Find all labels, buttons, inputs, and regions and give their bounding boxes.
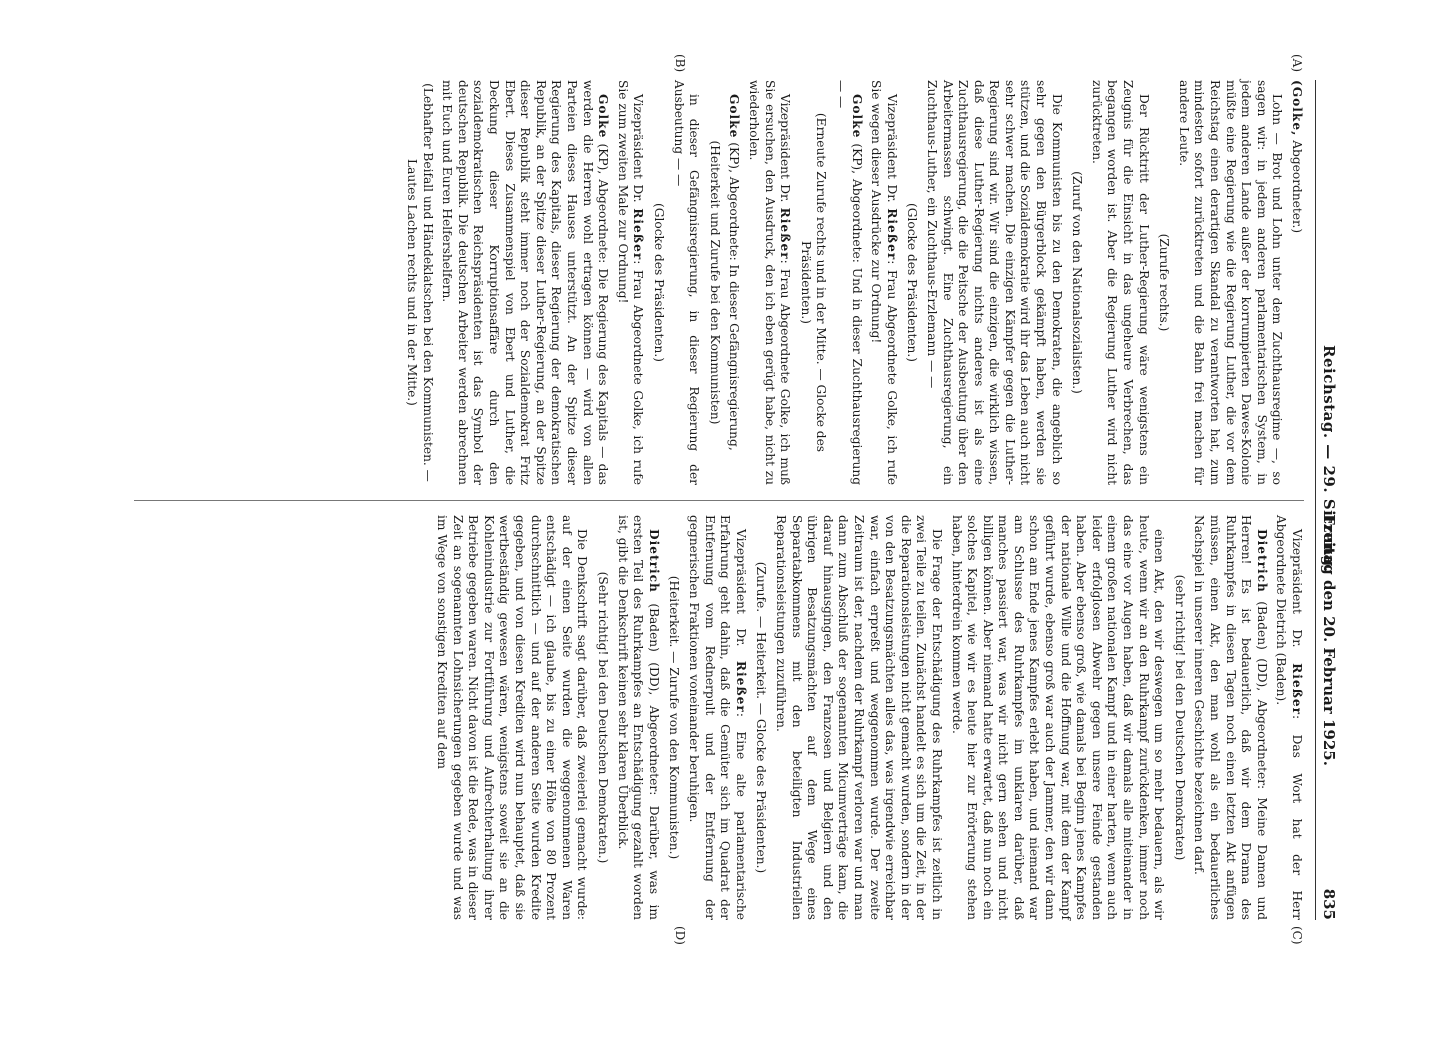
- paragraph: einen Akt, den wir deswegen um so mehr bedauern, als wir heute, wenn wir an den Ruhrkampf zurückdenken, immer noch das eine vor Augen haben, daß wir damals alle miteinander in einem großen nationalen Kampf und in einer harten, wenn auch leider erfolglosen Abwehr gegen unsere Feinde gestanden haben. Aber ebenso groß, wie damals bei Beginn jenes Kampfes der nationale Wille und die Hoffnung war, mit dem der Kampf geführt wurde, ebenso groß war auch der Jammer, den wir dann schon am Ende jenes Kampfes erlebt haben, und niemand war am Schlusse des Ruhrkampfes im unklaren darüber, daß manches passiert war, was wir nicht gern sehen und nicht billigen können. Aber niemand hatte erwartet, daß nun noch ein solches Kapitel, wie wir es heute hier zur Erörterung stehen haben, hinterdrein kommen werde.: [949, 515, 1167, 920]
- stage-direction: (Lebhafter Beifall und Händeklatschen bei den Kommunisten. — Lautes Lachen rechts und in der Mitte.): [405, 83, 435, 482]
- paragraph: Golke (KP), Abgeordnete: Die Regierung des Kapitals — das werden die Herren wohl ertragen können — wird von allen Parteien dieses Hauses unterstützt. An der Spitze dieser Regierung des Kapitals, dieser Regierung der demokratischen Republik, an der Spitze dieser Luther-Regierung, an der Spitze dieser Republik steht immer noch der Sozialdemokrat Fritz Ebert. Dieses Zusammenspiel von Ebert und Luther, die Deckung dieser Korruptionsaffäre durch den sozialdemokratischen Reichspräsidenten ist das Symbol der deutschen Republik. Die deutschen Arbeiter werden abrechnen mit Euch und Euren Helfershelfern.: [440, 80, 611, 485]
- header-date: Freitag den 20. Februar 1925.: [1320, 514, 1338, 766]
- paragraph: Golke (KP), Abgeordnete: Und in dieser Zuchthausregierung — —: [833, 80, 864, 485]
- stage-direction: (Glocke des Präsidenten.): [905, 202, 920, 363]
- margin-marker-d: (D): [673, 926, 687, 945]
- page-header: [1314, 80, 1342, 920]
- paragraph: Golke (KP), Abgeordnete: In dieser Gefängnisregierung,: [727, 94, 742, 451]
- right-column: [430, 515, 1304, 920]
- speaker-name: Rießer: [778, 207, 793, 260]
- left-column: [399, 80, 1304, 485]
- paragraph: Dietrich (Baden) (DD), Abgeordneter: Darüber, was im ersten Teil des Ruhrkampfes an Entschädigung gezahlt worden ist, gibt die Denkschrift keinen sehr klaren Überblick.: [615, 515, 661, 920]
- stage-direction: (Zurufe. — Heiterkeit. — Glocke des Präsidenten.): [754, 561, 769, 874]
- paragraph: Vizepräsident Dr. Rießer: Frau Abgeordnete Golke, ich muß Sie ersuchen, den Ausdruck, den ich eben gerügt habe, nicht zu wiederholen.: [747, 80, 793, 485]
- speaker-name: (Golke,: [1290, 80, 1304, 137]
- header-left-title: Reichstag. — 29. Sitzung.: [1320, 345, 1338, 573]
- speaker-name: Dietrich: [1254, 529, 1269, 593]
- speaker-name: Golke: [849, 94, 864, 139]
- speaker-continuation: [1288, 80, 1304, 485]
- stage-direction: (Glocke des Präsidenten.): [652, 202, 667, 363]
- header-rule: [1315, 80, 1316, 920]
- paragraph: in dieser Gefängnisregierung, in dieser Regierung der Ausbeutung — —: [671, 80, 702, 485]
- stage-direction: (sehr richtig! bei den Deutschen Demokraten): [1172, 574, 1187, 861]
- paragraph: Vizepräsident Dr. Rießer: Frau Abgeordnete Golke, ich rufe Sie wegen dieser Ausdrücke zur Ordnung!: [869, 80, 899, 485]
- speaker-name: Rießer: [884, 208, 899, 261]
- speaker-name: Rießer: [1290, 663, 1304, 716]
- stage-direction: (Zurufe rechts.): [1157, 233, 1172, 332]
- paragraph: Dietrich (Baden) (DD), Abgeordneter: Meine Damen und Herren! Es ist bedauerlich, daß wir dem Drama des Ruhrkampfes in diesen Tagen noch einen letzten Akt anfügen müssen, einen Akt, den man wohl als ein bedauerliches Nachspiel in unserer inneren Geschichte bezeichnen darf.: [1192, 515, 1269, 920]
- page-number: 835: [1320, 888, 1338, 920]
- stage-direction: (Erneute Zurufe rechts und in der Mitte. — Glocke des Präsidenten.): [798, 112, 829, 453]
- speaker-role: Abgeordneter.): [1290, 136, 1304, 234]
- paragraph: Die Denkschrift sagt darüber, daß zweierlei gemacht wurde: auf der einen Seite wurden die weggenommenen Waren entschädigt — ich glaube, bis zu einer Höhe von 80 Prozent durchschnittlich — und auf der anderen Seite wurden Kredite gegeben, und von diesen Krediten wird nun behauptet, daß sie wertbeständig gewesen wären, wenigstens soweit sie an die Kohlenindustrie zur Fortführung und Aufrechterhaltung ihrer Betriebe gegeben waren. Nicht davon ist die Rede, was in dieser Zeit an sogenannten Lohnsicherungen gegeben wurde und was im Wege von sonstigen Krediten auf dem: [435, 515, 590, 920]
- stage-direction: (Sehr richtig! bei den Deutschen Demokraten.): [596, 571, 611, 864]
- speaker-name: Rießer: [733, 660, 748, 713]
- paragraph: Vizepräsident Dr. Rießer: Das Wort hat der Herr Abgeordnete Dietrich (Baden).: [1274, 515, 1304, 921]
- speaker-name: Golke: [596, 94, 611, 139]
- paragraph: Vizepräsident Dr. Rießer: Frau Abgeordnete Golke, ich rufe Sie zum zweiten Male zur Ordnung!: [615, 80, 646, 485]
- paragraph: Die Kommunisten bis zu den Demokraten, die angeblich so sehr gegen den Bürgerblock gekämpft haben, werden sie stützen, und die Sozialdemokratie wird ihr das Leben auch nicht sehr schwer machen. Die einzigen Kämpfer gegen die Luther-Regierung sind wir. Wir sind die einzigen, die wirklich wissen, daß diese Luther-Regierung nichts anderes ist als eine Zuchthausregierung, die die Peitsche der Ausbeutung über den Arbeitermassen schwingt. Eine Zuchthausregierung, ein Zuchthaus-Luther, ein Zuchthaus-Erzlemann — —: [924, 80, 1064, 485]
- scan-area: [42, 54, 1342, 945]
- margin-marker-c: (C): [1290, 926, 1304, 945]
- stage-direction: (Heiterkeit. — Zurufe von den Kommunisten.): [667, 575, 682, 860]
- speaker-name: Dietrich: [646, 529, 661, 593]
- paragraph: Vizepräsident Dr. Rießer: Eine alte parlamentarische Erfahrung geht dahin, daß die Gemüter sich im Quadrat der Entfernung vom Rednerpult und der Entfernung der gegnerischen Fraktionen voneinander beruhigen.: [687, 515, 748, 920]
- paragraph: Die Frage der Entschädigung des Ruhrkampfes ist zeitlich in zwei Teile zu teilen. Zunächst handelt es sich um die Zeit, in der die Reparationsleistungen nicht gemacht wurden, sondern in der von den Besatzungsmächten alles das, was irgendwie erreichbar war, einfach erpreßt und weggenommen wurde. Der zweite Zeitraum ist der, nachdem der Ruhrkampf verloren war und man dann zum Abschluß der sogenannten Micumverträge kam, die darauf hinausgingen, den Franzosen und Belgiern und den übrigen Besatzungsmächten auf dem Wege eines Separatabkommens mit den beteiligten Industriellen Reparationsleistungen zuzuführen.: [774, 515, 944, 920]
- paragraph: Lohn — Brot und Lohn unter dem Zuchthausregime —, so sagen wir: in jedem anderen parlamentarischen System, in jedem anderen Lande außer der korrumpierten Dawes-Kolonie müßte eine Regierung wie die Regierung Luther, die vor dem Reichstag einen derartigen Skandal zu verantworten hat, zum mindesten sofort zurücktreten und die Bahn frei machen für andere Leute.: [1176, 80, 1285, 485]
- stage-direction: (Zuruf von den Nationalsozialisten.): [1070, 171, 1085, 394]
- stage-direction: (Heiterkeit und Zurufe bei den Kommunisten): [707, 140, 722, 425]
- paragraph: Der Rücktritt der Luther-Regierung wäre wenigstens ein Zeugnis für die Einsicht in das ungeheure Verbrechen, das begangen worden ist. Aber die Regierung Luther wird nicht zurücktreten.: [1089, 80, 1151, 485]
- margin-marker-b: (B): [673, 54, 687, 73]
- column-divider: [134, 500, 1304, 501]
- margin-marker-a: (A): [1290, 54, 1304, 73]
- speaker-name: Rießer: [631, 208, 646, 261]
- speaker-name: Golke: [727, 94, 742, 139]
